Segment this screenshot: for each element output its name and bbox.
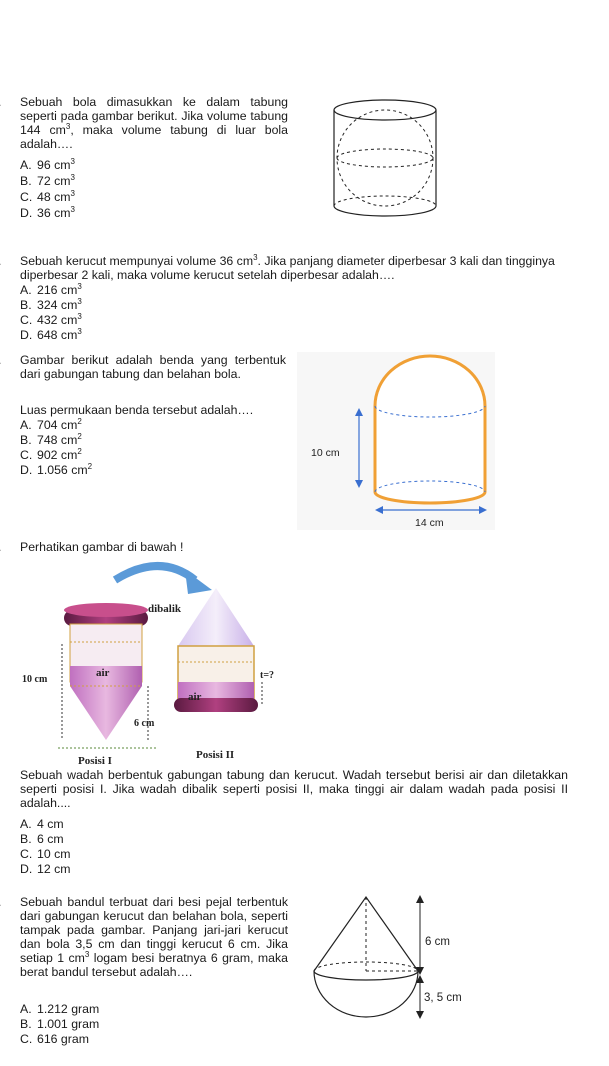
question-number <box>0 95 6 109</box>
question-number <box>0 353 6 367</box>
question-text: Sebuah bola dimasukkan ke dalam tabung seperti pada gambar berikut. Jika volume tabung 144 $cm^3$, maka volume tabung di luar bola adalah…. <box>20 95 289 151</box>
option-c[interactable]: C. 902 $cm^2$ <box>20 447 82 462</box>
option-d[interactable]: D. 648 $cm^3$ <box>20 327 82 342</box>
sphere-in-cylinder-figure <box>330 96 445 216</box>
option-c[interactable]: C. 10 cm <box>20 847 71 861</box>
unknown-height-label: t=? <box>260 670 275 681</box>
height-label: 10 cm <box>22 674 48 685</box>
question-number <box>0 254 6 268</box>
option-c[interactable]: C. 432 $cm^3$ <box>20 312 82 327</box>
option-b[interactable]: B. 6 cm <box>20 832 64 846</box>
position-2-label: Posisi II <box>196 749 235 761</box>
position-1-label: Posisi I <box>78 755 112 767</box>
depth-label: 6 cm <box>134 718 155 729</box>
option-a[interactable]: A. 216 $cm^3$ <box>20 282 82 297</box>
question-text: Perhatikan gambar di bawah ! <box>20 540 184 554</box>
question-text: Gambar berikut adalah benda yang terbentuk dari gabungan tabung dan belahan bola. <box>20 353 286 381</box>
option-a[interactable]: A. 1.212 gram <box>20 1002 100 1016</box>
cone-height-label: 6 cm <box>425 936 450 948</box>
option-c[interactable]: C. 616 gram <box>20 1032 89 1046</box>
flip-arrow-head <box>185 570 212 594</box>
option-d[interactable]: D. 36 $cm^3$ <box>20 205 75 220</box>
question-text: Sebuah bandul terbuat dari besi pejal terbentuk dari gabungan kerucut dan belahan bola, seperti tampak pada gambar. Panjang jari-jari kerucut dan bola 3,5 cm dan tinggi kerucut 6 cm. Jika setiap 1 $cm^3$ logam besi beratnya 6 gram, maka berat bandul tersebut adalah…. <box>20 895 288 979</box>
option-b[interactable]: B. 748 $cm^2$ <box>20 432 82 447</box>
option-b[interactable]: B. 324 $cm^3$ <box>20 297 82 312</box>
question-text: Sebuah kerucut mempunyai volume 36 $cm^3$. Jika panjang diameter diperbesar 3 kali dan tingginya diperbesar 2 kali, maka volume kerucut setelah diperbesar adalah…. <box>20 253 555 282</box>
flip-arrow <box>115 566 195 580</box>
option-d[interactable]: D. 12 cm <box>20 862 71 876</box>
option-d[interactable]: D. 1.056 $cm^2$ <box>20 462 93 477</box>
question-number <box>0 540 6 554</box>
flip-label: dibalik <box>148 603 182 615</box>
option-b[interactable]: B. 1.001 gram <box>20 1017 100 1031</box>
water-label-2: air <box>188 691 202 703</box>
option-a[interactable]: A. 96 $cm^3$ <box>20 157 75 172</box>
height-label: 10 cm <box>311 447 340 459</box>
question-prompt: Luas permukaan benda tersebut adalah…. <box>20 403 254 417</box>
cylinder-hemisphere-figure <box>297 352 497 532</box>
question-prompt: Sebuah wadah berbentuk gabungan tabung dan kerucut. Wadah tersebut berisi air dan diletakkan seperti posisi I. Jika wadah dibalik seperti posisi II, maka tinggi air dalam wadah pada posisi II adalah.... <box>20 768 568 810</box>
option-b[interactable]: B. 72 $cm^3$ <box>20 173 75 188</box>
option-c[interactable]: C. 48 $cm^3$ <box>20 189 75 204</box>
radius-label: 3, 5 cm <box>424 992 462 1004</box>
water-label-1: air <box>96 667 110 679</box>
option-a[interactable]: A. 704 $cm^2$ <box>20 417 82 432</box>
option-a[interactable]: A. 4 cm <box>20 817 64 831</box>
pendulum-figure <box>310 893 470 1023</box>
width-label: 14 cm <box>415 517 444 529</box>
question-number <box>0 895 6 909</box>
container-flip-figure <box>20 558 300 768</box>
